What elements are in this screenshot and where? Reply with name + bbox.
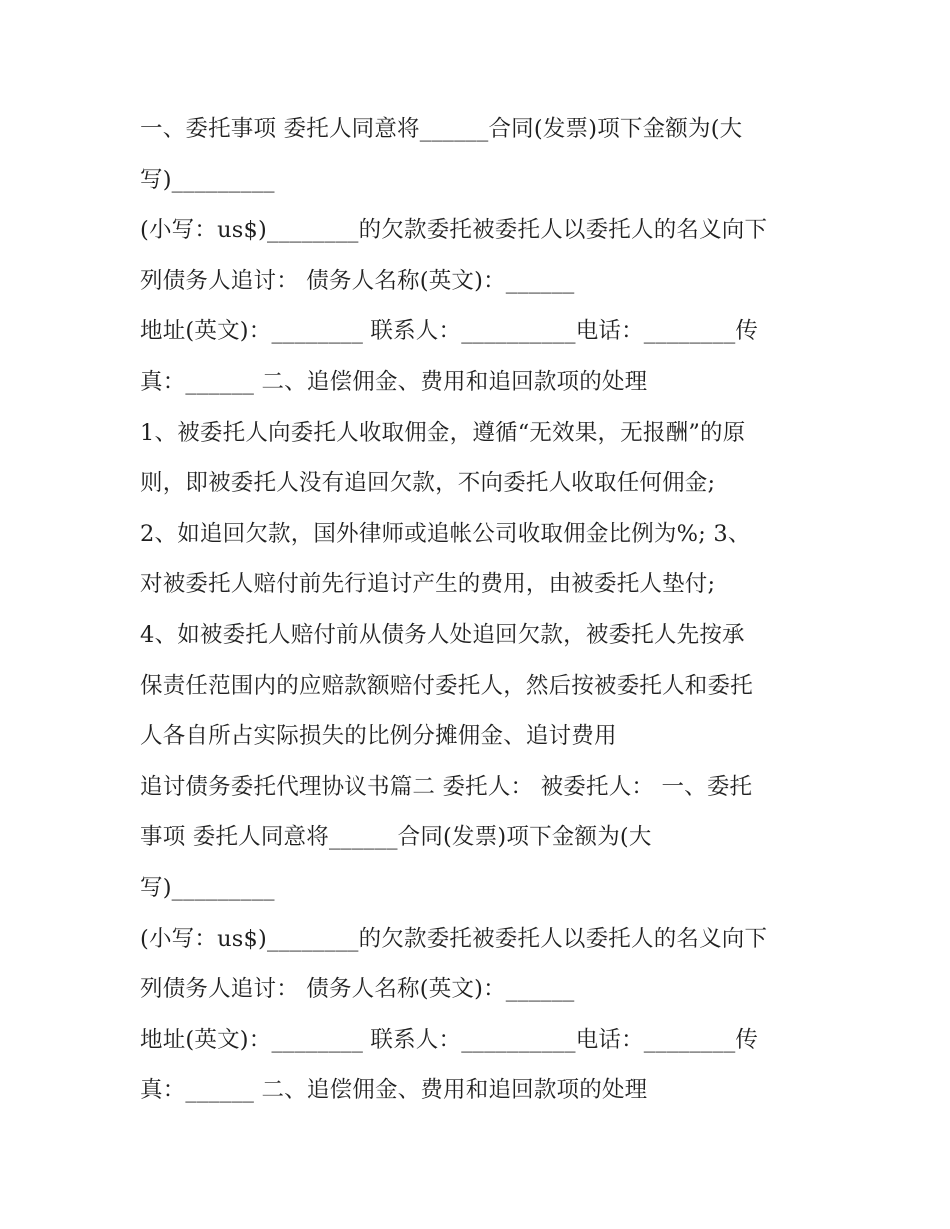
section-heading-line: 追讨债务委托代理协议书篇二 委托人： 被委托人： 一、委托 [140,773,753,800]
text-line: 地址(英文)：________ 联系人：__________电话：________传 [140,318,759,345]
text-line: 写)_________ [140,874,275,901]
text-line: 2、如追回欠款，国外律师或追帐公司收取佣金比例为%; 3、 [140,520,751,547]
text-line: 列债务人追讨： 债务人名称(英文)：______ [140,267,575,294]
text-line: 则，即被委托人没有追回欠款，不向委托人收取任何佣金; [140,470,716,497]
text-line: 地址(英文)：________ 联系人：__________电话：________传 [140,1026,759,1053]
text-line: 保责任范围内的应赔款额赔付委托人，然后按被委托人和委托 [140,672,753,699]
text-line: (小写：us$)________的欠款委托被委托人以委托人的名义向下 [140,217,768,244]
text-line: 1、被委托人向委托人收取佣金，遵循“无效果，无报酬”的原 [140,419,746,446]
text-line: 一、委托事项 委托人同意将______合同(发票)项下金额为(大 [140,116,743,142]
text-line: 写)_________ [140,166,275,193]
text-line: 人各自所占实际损失的比例分摊佣金、追讨费用 [140,723,617,750]
text-line: 真：______ 二、追偿佣金、费用和追回款项的处理 [140,1077,648,1104]
document-body [140,104,830,1116]
text-line: 真：______ 二、追偿佣金、费用和追回款项的处理 [140,368,648,395]
text-line: 列债务人追讨： 债务人名称(英文)：______ [140,976,575,1003]
text-line: (小写：us$)________的欠款委托被委托人以委托人的名义向下 [140,925,768,952]
text-line: 对被委托人赔付前先行追讨产生的费用，由被委托人垫付; [140,571,716,598]
text-line: 4、如被委托人赔付前从债务人处追回欠款，被委托人先按承 [140,621,745,648]
text-line: 事项 委托人同意将______合同(发票)项下金额为(大 [140,824,652,851]
